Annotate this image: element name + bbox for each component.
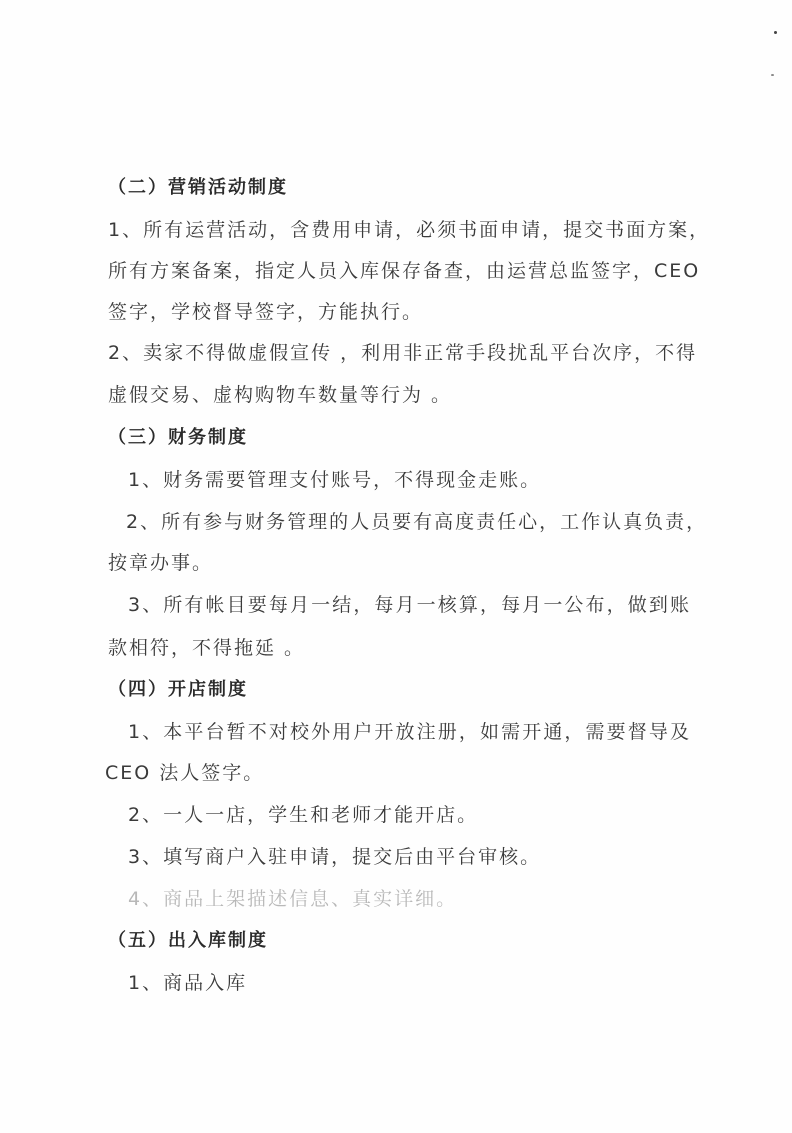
paragraph-line: 签字，学校督导签字，方能执行。 [108,301,424,323]
section-heading-store-opening: （四）开店制度 [108,679,248,700]
scan-speck [771,74,774,76]
paragraph-line: 4、商品上架描述信息、真实详细。 [128,888,458,910]
paragraph-line: 款相符，不得拖延 。 [108,637,306,659]
paragraph-line: 3、所有帐目要每月一结，每月一核算，每月一公布，做到账 [128,594,691,616]
paragraph-line: 3、填写商户入驻申请，提交后由平台审核。 [128,846,542,868]
paragraph-line: 1、财务需要管理支付账号，不得现金走账。 [128,469,542,491]
paragraph-line: 2、卖家不得做虚假宣传 ，利用非正常手段扰乱平台次序，不得 [108,342,698,364]
paragraph-line: 按章办事。 [108,552,214,574]
paragraph-line: 虚假交易、虚构购物车数量等行为 。 [108,384,453,406]
section-heading-marketing: （二）营销活动制度 [108,177,288,198]
section-heading-warehouse: （五）出入库制度 [108,930,268,951]
scan-speck [774,31,777,34]
paragraph-line: 1、本平台暂不对校外用户开放注册，如需开通，需要督导及 [128,721,691,743]
paragraph-line: CEO 法人签字。 [105,762,265,784]
paragraph-line: 2、所有参与财务管理的人员要有高度责任心，工作认真负责， [126,511,708,533]
paragraph-line: 1、商品入库 [128,972,248,994]
paragraph-line: 1、所有运营活动，含费用申请，必须书面申请，提交书面方案， [108,219,711,241]
paragraph-line: 所有方案备案，指定人员入库保存备查，由运营总监签字，CEO [108,260,701,282]
paragraph-line: 2、一人一店，学生和老师才能开店。 [128,804,479,826]
section-heading-finance: （三）财务制度 [108,427,248,448]
